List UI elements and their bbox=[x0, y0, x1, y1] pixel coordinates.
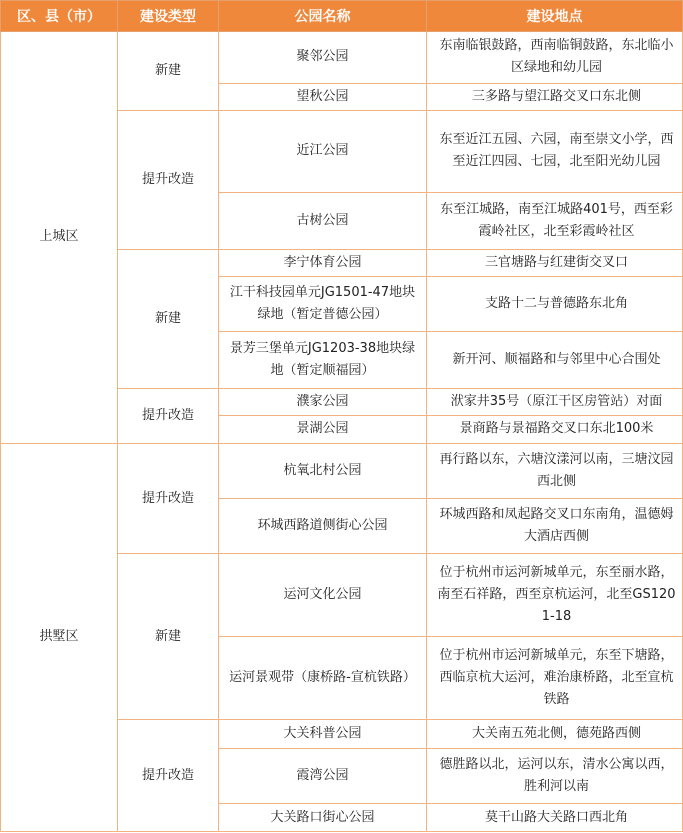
location-cell: 再行路以东，六塘汶漾河以南，三塘汶园西北侧 bbox=[427, 443, 683, 498]
location-cell: 位于杭州市运河新城单元，东至下塘路，西临京杭大运河，难治康桥路，北至宣杭铁路 bbox=[427, 636, 683, 719]
park-name-cell: 濮家公园 bbox=[219, 388, 427, 415]
location-cell: 三官塘路与红建街交叉口 bbox=[427, 249, 683, 276]
type-cell: 新建 bbox=[118, 554, 219, 720]
location-cell: 大关南五苑北侧，德苑路西侧 bbox=[427, 720, 683, 748]
type-cell: 提升改造 bbox=[118, 111, 219, 249]
type-cell: 提升改造 bbox=[118, 443, 219, 554]
header-row bbox=[1, 1, 683, 32]
park-name-cell: 杭氧北村公园 bbox=[219, 443, 427, 498]
park-name-cell: 大关科普公园 bbox=[219, 720, 427, 748]
park-name-cell: 景芳三堡单元JG1203-38地块绿地（暂定顺福园） bbox=[219, 331, 427, 388]
location-cell: 位于杭州市运河新城单元，东至丽水路，南至石祥路，西至京杭运河，北至GS1201-18 bbox=[427, 554, 683, 636]
district-cell: 拱墅区 bbox=[1, 443, 118, 831]
park-name-cell: 运河景观带（康桥路-宣杭铁路） bbox=[219, 636, 427, 719]
header-type: 建设类型 bbox=[118, 1, 219, 32]
park-name-cell: 古树公园 bbox=[219, 192, 427, 249]
header-district: 区、县（市） bbox=[1, 1, 118, 32]
table-row bbox=[1, 32, 683, 84]
type-cell: 提升改造 bbox=[118, 720, 219, 832]
header-location: 建设地点 bbox=[427, 1, 683, 32]
park-name-cell: 望秋公园 bbox=[219, 83, 427, 110]
park-name-cell: 运河文化公园 bbox=[219, 554, 427, 636]
park-name-cell: 环城西路道侧街心公园 bbox=[219, 498, 427, 554]
park-name-cell: 景湖公园 bbox=[219, 416, 427, 443]
table-row bbox=[1, 443, 683, 498]
location-cell: 环城西路和凤起路交叉口东南角，温德姆大酒店西侧 bbox=[427, 498, 683, 554]
location-cell: 东至江城路，南至江城路401号，西至彩霞岭社区，北至彩霞岭社区 bbox=[427, 192, 683, 249]
location-cell: 东南临银鼓路，西南临铜鼓路，东北临小区绿地和幼儿园 bbox=[427, 32, 683, 84]
park-name-cell: 江干科技园单元JG1501-47地块绿地（暂定普德公园） bbox=[219, 276, 427, 331]
location-cell: 支路十二与普德路东北角 bbox=[427, 276, 683, 331]
location-cell: 莫干山路大关路口西北角 bbox=[427, 804, 683, 832]
header-park-name: 公园名称 bbox=[219, 1, 427, 32]
location-cell: 东至近江五园、六园，南至崇文小学，西至近江四园、七园，北至阳光幼儿园 bbox=[427, 111, 683, 192]
location-cell: 德胜路以北，运河以东，清水公寓以西，胜利河以南 bbox=[427, 748, 683, 804]
park-name-cell: 大关路口街心公园 bbox=[219, 804, 427, 832]
type-cell: 新建 bbox=[118, 32, 219, 111]
park-name-cell: 聚邻公园 bbox=[219, 32, 427, 84]
location-cell: 洑家井35号（原江干区房管站）对面 bbox=[427, 388, 683, 415]
park-name-cell: 近江公园 bbox=[219, 111, 427, 192]
location-cell: 三多路与望江路交叉口东北侧 bbox=[427, 83, 683, 110]
park-name-cell: 李宁体育公园 bbox=[219, 249, 427, 276]
type-cell: 提升改造 bbox=[118, 388, 219, 443]
park-name-cell: 霞湾公园 bbox=[219, 748, 427, 804]
location-cell: 景商路与景福路交叉口东北100米 bbox=[427, 416, 683, 443]
location-cell: 新开河、顺福路和与邻里中心合围处 bbox=[427, 331, 683, 388]
district-cell: 上城区 bbox=[1, 32, 118, 444]
type-cell: 新建 bbox=[118, 249, 219, 388]
